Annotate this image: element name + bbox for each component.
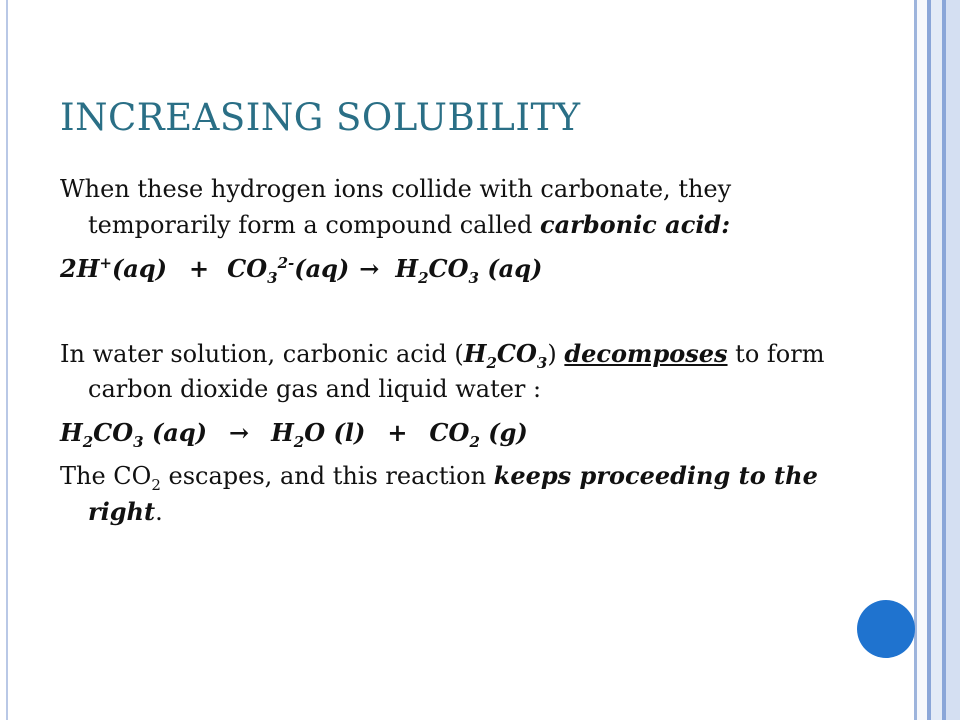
paragraph-co2-escapes: The $CO_2$ escapes, and this reaction keeps proceeding to the right. — [60, 461, 818, 526]
slide-frame-right — [914, 0, 960, 720]
slide-frame-left — [0, 0, 8, 720]
slide-body — [60, 172, 850, 530]
decorative-circle — [857, 600, 915, 658]
arrow-icon: → — [228, 418, 250, 447]
paragraph-hydrogen-ions: When these hydrogen ions collide with carbonate, they temporarily form a compound called carbonic acid: — [60, 175, 732, 239]
paragraph-decomposition: In water solution, carbonic acid $(H_2CO_3)$ decomposes to form carbon dioxide gas and liquid water : — [60, 339, 825, 403]
arrow-icon: → — [359, 254, 380, 283]
equation-carbonic-acid-formation: $2H^+(aq) + CO_3^{2-}(aq) \to H_2CO_3$ (aq) — [60, 254, 543, 287]
slide-title: INCREASING SOLUBILITY — [60, 96, 581, 139]
formula-carbonic-acid: $H_2CO_3$ — [463, 339, 548, 372]
carbonic-acid-emphasis: carbonic acid: — [540, 210, 731, 239]
keeps-proceeding-emphasis: keeps proceeding to the right — [88, 461, 818, 526]
decomposes-emphasis: decomposes — [564, 339, 728, 368]
equation-carbonic-acid-decomposition: $H_2CO_3$ $(aq) \to H_2O$ $(l) + CO_2$ (g) — [60, 418, 528, 451]
